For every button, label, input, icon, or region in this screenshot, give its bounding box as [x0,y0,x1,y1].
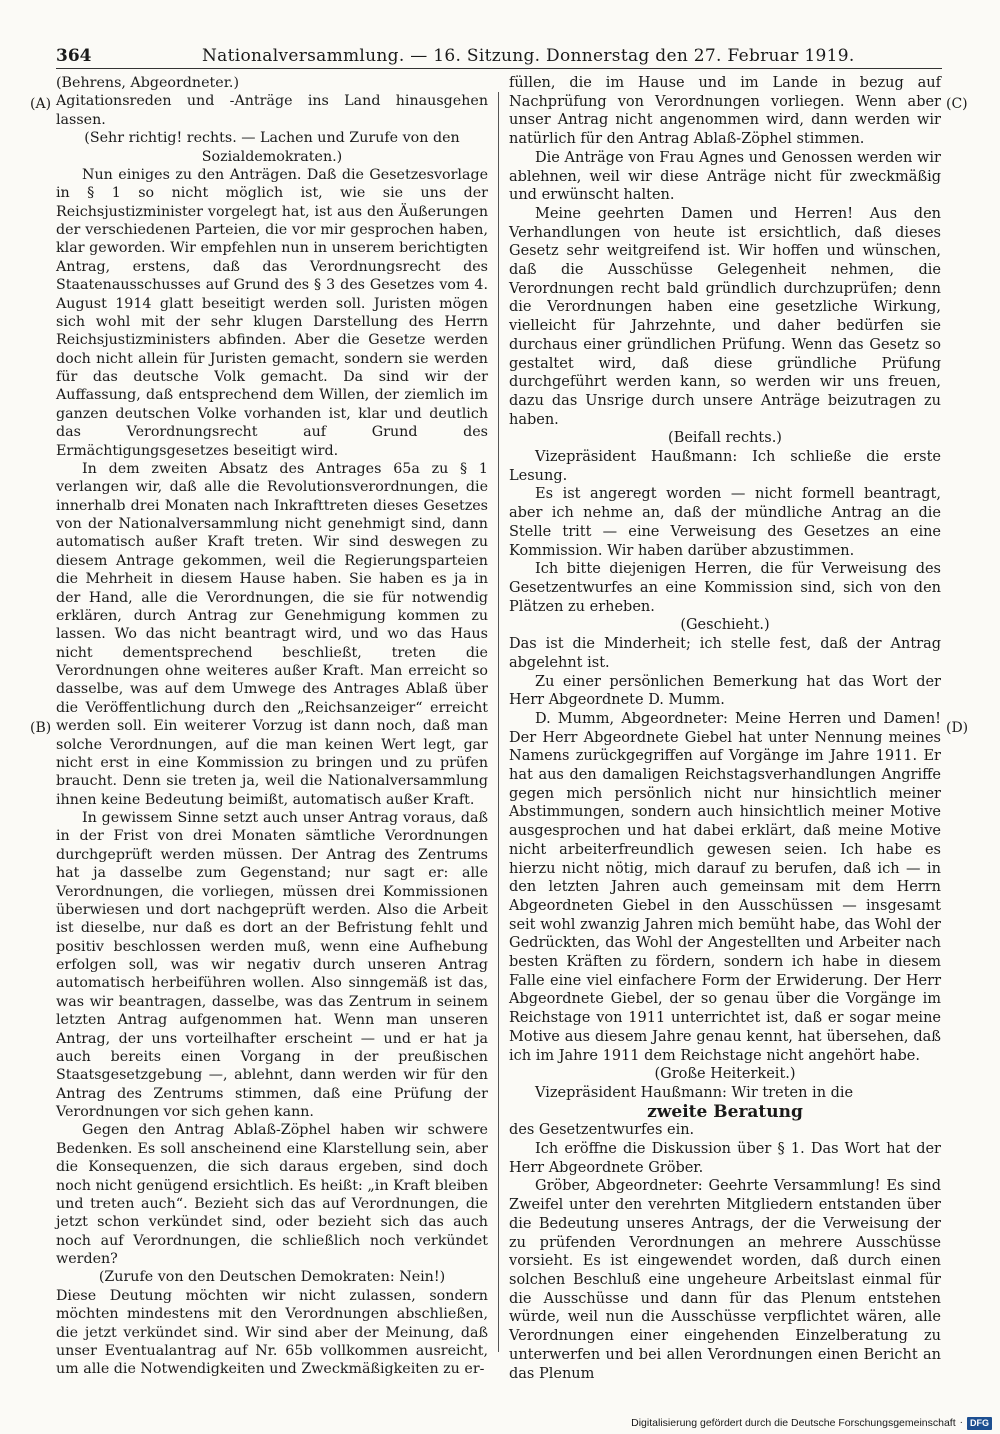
paragraph: D. Mumm, Abgeordneter: Meine Herren und Damen! Der Herr Abgeordnete Giebel hat unter Nennung meines Namens zurückgegriffen auf Vorgänge im Jahre 1911. Er hat aus den damaligen Reichstagsverhandlungen Angriffe gegen mich persönlich nicht nur hinsichtlich meiner Abstimmungen, sondern auch hinsichtlich meiner Motive ausgesprochen und hat dabei erklärt, daß meine Motive nicht arbeiterfreundlich gewesen seien. Ich habe es hierzu nicht nötig, mich darauf zu berufen, daß ich — in den letzten Jahren auch gemeinsam mit dem Herrn Abgeordneten Giebel in den Ausschüssen — insgesamt seit wohl zwanzig Jahren mich bemüht habe, das Wohl der Gedrückten, das Wohl der Angestellten und Arbeiter nach besten Kräften zu fördern, sondern ich habe in diesem Falle eine viel einfachere Form der Erwiderung. Der Herr Abgeordnete Giebel, der so genau über die Vorgänge im Reichstage von 1911 unterrichtet ist, daß er sogar meine Motive aus diesem Jahre genau kennt, hat übersehen, daß ich im Jahre 1911 dem Reichstage nicht angehört habe. [509,710,941,1064]
paragraph: Gröber, Abgeordneter: Geehrte Versammlung! Es sind Zweifel unter den verehrten Mitgliedern entstanden über die Bedeutung unseres Antrags, der die Verweisung der zu prüfenden Verordnungen an mehrere Ausschüsse vorsieht. Es ist eingewendet worden, daß durch einen solchen Beschluß eine ungeheure Arbeitslast einmal für die Ausschüsse und dann für das Plenum entstehen würde, weil nun die Ausschüsse verpflichtet wären, alle Verordnungen einer eingehenden Einzelberatung zu unterwerfen und bei allen Verordnungen einen Bericht an das Plenum [509,1178,941,1382]
paragraph: Es ist angeregt worden — nicht formell beantragt, aber ich nehme an, daß der mündliche Antrag an die Stelle tritt — eine Verweisung des Gesetzes an eine Kommission. Wir haben darüber abzustimmen. [509,486,941,559]
paragraph: Vizepräsident Haußmann: Wir treten in die [535,1084,854,1101]
footer-text: Digitalisierung gefördert durch die Deutsche Forschungsgemeinschaft [631,1417,956,1429]
interjection: (Große Heiterkeit.) [654,1066,796,1083]
paragraph: Vizepräsident Haußmann: Ich schließe die erste Lesung. [509,449,941,484]
interjection: (Zurufe von den Deutschen Demokraten: Nein!) [98,1269,446,1286]
right-column [509,74,941,1383]
paragraph: In gewissem Sinne setzt auch unser Antrag voraus, daß in der Frist von drei Monaten sämtliche Verordnungen durchgeprüft werden müssen. Der Antrag des Zentrums hat ja dasselbe zum Gegenstand; nur sagt er: alle Verordnungen, die vorliegen, müssen drei Kommissionen überwiesen und dort nachgeprüft werden. Also die Arbeit ist dieselbe, nur daß es dort an der Befristung fehlt und positiv beschlossen werden muß, wenn eine Aufhebung erfolgen soll, was wir negativ durch unseren Antrag automatisch herbeiführen wollen. Also sinngemäß ist das, was wir beantragen, dasselbe, was das Zentrum in seinem letzten Antrag aufgenommen hat. Wenn man unseren Antrag, der uns vorteilhafter erscheint — und er hat ja auch bereits einen Vorgang in der preußischen Staatsgesetzgebung —, ablehnt, dann werden wir für den Antrag des Zentrums stimmen, daß eine Prüfung der Verordnungen vor sich gehen kann. [56,810,488,1120]
paragraph: Diese Deutung möchten wir nicht zulassen, sondern möchten mindestens mit den Verordnungen abschließen, die jetzt verkündet sind. Wir sind aber der Meinung, daß unser Eventualantrag auf Nr. 65b vollkommen ausreicht, um alle die Notwendigkeiten und Zweckmäßigkeiten zu er- [56,1287,488,1378]
column-divider [498,92,499,1352]
paragraph: Ich eröffne die Diskussion über § 1. Das Wort hat der Herr Abgeordnete Gröber. [509,1141,941,1176]
paragraph: Zu einer persönlichen Bemerkung hat das Wort der Herr Abgeordnete D. Mumm. [509,673,941,709]
paragraph: In dem zweiten Absatz des Antrages 65a zu § 1 verlangen wir, daß alle die Revolutionsverordnungen, die innerhalb drei Monaten nach Inkrafttreten dieses Gesetzes von der Nationalversammlung nicht genehmigt sind, dann automatisch außer Kraft treten. Wir sind deswegen zu diesem Antrage gekommen, weil die Regierungsparteien die Mehrheit in diesem Hause haben. Sie haben es ja in der Hand, alle die Verordnungen, die sie für notwendig erklären, durch Antrag zur Genehmigung kommen zu lassen. Wo das nicht beantragt wird, und wo das Haus nicht dementsprechend beschließt, treten die Verordnungen ohne weiteres außer Kraft. Man erreicht so dasselbe, was auf dem Umwege des Antrages Ablaß über die Veröffentlichung durch den „Reichsanzeiger“ erreicht werden soll. Ein weiterer Vorzug ist dann noch, daß man solche Verordnungen, auf die man keinen Wert legt, gar nicht erst in eine Kommission zu bringen und zu prüfen braucht. Denn sie treten ja, weil die Nationalversammlung ihnen keine Bedeutung beimißt, automatisch außer Kraft. [56,460,488,808]
digitization-footer [631,1416,992,1430]
paragraph: Die Anträge von Frau Agnes und Genossen werden wir ablehnen, weil wir diese Anträge nicht für zweckmäßig und erwünscht halten. [509,149,941,204]
paragraph: Nun einiges zu den Anträgen. Daß die Gesetzesvorlage in § 1 so nicht möglich ist, wie sie uns der Reichsjustizminister vorgelegt hat, ist aus den Äußerungen der verschiedenen Parteien, die vor mir gesprochen haben, klar geworden. Wir empfehlen nun in unserem berichtigten Antrag, erstens, daß das Verordnungsrecht des Staatenausschusses auf Grund des § 3 des Gesetzes vom 4. August 1914 glatt beseitigt werden soll. Juristen mögen sich wohl mit der sehr klugen Darstellung des Herrn Reichsjustizministers abfinden. Aber die Gesetze werden doch nicht allein für Juristen gemacht, sondern sie werden für das deutsche Volk gemacht. Da sind wir der Auffassung, daß entsprechend dem Willen, der ziemlich im ganzen deutschen Volke vorhanden ist, klar und deutlich das Verordnungsrecht auf Grund des Ermächtigungsgesetzes beseitigt wird. [56,166,488,459]
interjection: (Beifall rechts.) [668,430,782,447]
page-number: 364 [56,46,92,66]
margin-marker-a: (A) [30,96,52,112]
paragraph: füllen, die im Hause und im Lande in bezug auf Nachprüfung von Verordnungen vorliegen. Wenn aber unser Antrag nicht angenommen wird, dann werden wir natürlich für den Antrag Ablaß-Zöphel stimmen. [509,75,941,148]
left-column [56,74,488,1379]
header-title: Nationalversammlung. — 16. Sitzung. Donnerstag den 27. Februar 1919. [202,46,855,66]
margin-marker-b: (B) [30,720,52,736]
margin-marker-c: (C) [946,96,968,112]
paragraph: des Gesetzentwurfes ein. [509,1122,695,1139]
paragraph: Ich bitte diejenigen Herren, die für Verweisung des Gesetzentwurfes an eine Kommission sind, sich von den Plätzen zu erheben. [509,561,941,615]
margin-marker-d: (D) [946,720,969,736]
paragraph: Meine geehrten Damen und Herren! Aus den Verhandlungen von heute ist ersichtlich, daß dieses Gesetz sehr weitgreifend ist. Wir hoffen und wünschen, daß die Ausschüsse Gelegenheit nehmen, die Verordnungen recht bald gründlich durchzuprüfen; denn die Verordnungen haben eine gesetzliche Wirkung, vielleicht für Jahrzehnte, und daher bedürfen sie durchaus einer gründlichen Prüfung. Wenn das Gesetz so gestaltet wird, daß diese gründliche Prüfung durchgeführt werden kann, so werden wir uns freuen, dazu das Unsrige durch unsere Anträge beizutragen zu haben. [509,205,941,428]
paragraph: Gegen den Antrag Ablaß-Zöphel haben wir schwere Bedenken. Es soll anscheinend eine Klarstellung sein, aber die Konsequenzen, die sich daraus ergeben, sind doch noch nicht genügend ersichtlich. Es heißt: „in Kraft bleiben und treten auch“. Bezieht sich das auf Verordnungen, die jetzt schon verkündet sind, oder bezieht sich das auch noch auf Verordnungen, die schließlich noch verkündet werden? [56,1122,488,1267]
running-header [56,44,942,68]
interjection: (Sehr richtig! rechts. — Lachen und Zurufe von den Sozialdemokraten.) [84,130,460,165]
paragraph: Das ist die Minderheit; ich stelle fest, daß der Antrag abgelehnt ist. [509,636,941,671]
paragraph: Agitationsreden und -Anträge ins Land hinausgehen lassen. [56,93,488,128]
section-heading: zweite Beratung [647,1101,803,1122]
dfg-logo-icon: DFG [967,1417,992,1430]
footer-separator: · [959,1417,963,1428]
header-rule [56,68,942,69]
speaker-continuation: (Behrens, Abgeordneter.) [56,75,240,91]
interjection: (Geschieht.) [680,617,770,634]
